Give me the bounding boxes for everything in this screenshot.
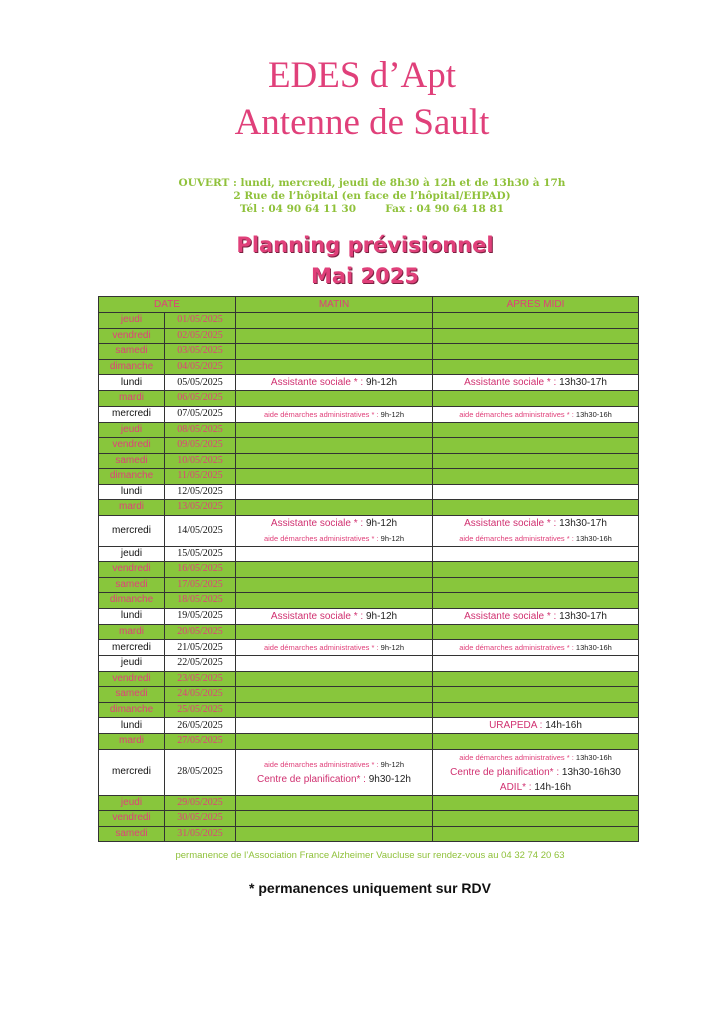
appointment-hours: 13h30-16h (575, 533, 612, 543)
table-row (99, 656, 639, 672)
appointment-line (433, 609, 638, 624)
date-cell: 21/05/2025 (165, 640, 236, 656)
matin-cell (236, 344, 433, 360)
apres-midi-cell (433, 593, 639, 609)
appointment-line (433, 407, 638, 422)
apres-midi-cell (433, 422, 639, 438)
matin-cell (236, 687, 433, 703)
apres-midi-cell (433, 328, 639, 344)
day-cell: vendredi (99, 671, 165, 687)
apres-midi-cell (433, 811, 639, 827)
date-cell: 23/05/2025 (165, 671, 236, 687)
matin-cell (236, 391, 433, 407)
matin-cell (236, 469, 433, 485)
alzheimer-note: permanence de l’Association France Alzheimer Vaucluse sur rendez-vous au 04 32 74 20 63 (175, 850, 565, 861)
day-cell: jeudi (99, 422, 165, 438)
table-row (99, 438, 639, 454)
apres-midi-cell (433, 702, 639, 718)
table-row (99, 359, 639, 375)
day-cell: dimanche (99, 593, 165, 609)
date-cell: 29/05/2025 (165, 795, 236, 811)
day-cell: samedi (99, 687, 165, 703)
matin-cell (236, 406, 433, 422)
header-matin: MATIN (236, 297, 433, 313)
apres-midi-cell (433, 359, 639, 375)
appointment-hours: 14h-16h (545, 720, 582, 731)
apres-midi-cell (433, 453, 639, 469)
matin-cell (236, 577, 433, 593)
date-cell: 31/05/2025 (165, 826, 236, 842)
date-cell: 13/05/2025 (165, 500, 236, 516)
appointment-service: Assistante sociale * : (464, 610, 560, 622)
matin-cell (236, 608, 433, 624)
matin-cell (236, 453, 433, 469)
page-title: EDES d’Apt (267, 55, 457, 96)
apres-midi-cell (433, 656, 639, 672)
day-cell: mardi (99, 734, 165, 750)
date-cell: 25/05/2025 (165, 702, 236, 718)
matin-cell (236, 734, 433, 750)
appointment-hours: 9h-12h (365, 377, 398, 388)
day-cell: mercredi (99, 640, 165, 656)
matin-cell (236, 795, 433, 811)
appointment-line (433, 375, 638, 390)
day-cell: vendredi (99, 811, 165, 827)
appointment-line (236, 516, 432, 531)
table-row (99, 375, 639, 391)
date-cell: 10/05/2025 (165, 453, 236, 469)
contact-phone-fax: Tél : 04 90 64 11 30 Fax : 04 90 64 18 81 (239, 203, 505, 215)
schedule-table (98, 296, 639, 842)
day-cell: dimanche (99, 469, 165, 485)
appointment-service: aide démarches administratives * : (459, 643, 576, 652)
appointment-line (433, 718, 638, 733)
appointment-service: Assistante sociale * : (270, 610, 366, 622)
day-cell: dimanche (99, 359, 165, 375)
header-date: DATE (99, 297, 236, 313)
appointment-hours: 13h30-16h (575, 409, 612, 419)
appointment-hours: 9h-12h (380, 533, 405, 543)
date-cell: 15/05/2025 (165, 546, 236, 562)
apres-midi-cell (433, 438, 639, 454)
table-row (99, 453, 639, 469)
date-cell: 11/05/2025 (165, 469, 236, 485)
day-cell: vendredi (99, 562, 165, 578)
schedule-rows (99, 313, 639, 842)
appointment-service: aide démarches administratives * : (263, 409, 381, 419)
table-row (99, 687, 639, 703)
page-subtitle: Antenne de Sault (234, 102, 490, 143)
day-cell: mercredi (99, 515, 165, 546)
table-row (99, 546, 639, 562)
appointment-service: Assistante sociale * : (464, 517, 560, 529)
appointment-line (433, 531, 638, 546)
table-row (99, 608, 639, 624)
apres-midi-cell (433, 515, 639, 546)
table-row (99, 702, 639, 718)
appointment-line (433, 765, 638, 780)
appointment-hours: 13h30-17h (559, 610, 607, 622)
appointment-hours: 13h30-16h (575, 643, 612, 652)
apres-midi-cell (433, 749, 639, 795)
appointment-line (236, 757, 432, 772)
appointment-line (433, 640, 638, 655)
appointment-hours: 13h30-16h30 (561, 766, 621, 778)
table-row (99, 718, 639, 734)
apres-midi-cell (433, 687, 639, 703)
appointment-hours: 14h-16h (534, 781, 572, 793)
appointment-line (236, 407, 432, 422)
planning-month: Mai 2025 (310, 264, 420, 288)
apres-midi-cell (433, 624, 639, 640)
appointment-service: Assistante sociale * : (464, 377, 560, 388)
matin-cell (236, 702, 433, 718)
apres-midi-cell (433, 608, 639, 624)
day-cell: dimanche (99, 702, 165, 718)
appointment-line (236, 772, 432, 787)
date-cell: 02/05/2025 (165, 328, 236, 344)
table-row (99, 484, 639, 500)
table-row (99, 344, 639, 360)
matin-cell (236, 624, 433, 640)
matin-cell (236, 375, 433, 391)
apres-midi-cell (433, 344, 639, 360)
appointment-service: ADIL* : (499, 781, 535, 793)
matin-cell (236, 328, 433, 344)
appointment-line (433, 780, 638, 795)
opening-hours: OUVERT : lundi, mercredi, jeudi de 8h30 à 12h et de 13h30 à 17h (178, 177, 566, 189)
planning-title: Planning prévisionnel (236, 233, 494, 257)
appointment-line (236, 640, 432, 655)
apres-midi-cell (433, 391, 639, 407)
table-row (99, 826, 639, 842)
appointment-hours: 9h-12h (365, 610, 398, 622)
table-row (99, 749, 639, 795)
matin-cell (236, 422, 433, 438)
appointment-line (433, 750, 638, 765)
day-cell: mardi (99, 500, 165, 516)
date-cell: 03/05/2025 (165, 344, 236, 360)
table-row (99, 328, 639, 344)
table-row (99, 562, 639, 578)
table-row (99, 640, 639, 656)
date-cell: 16/05/2025 (165, 562, 236, 578)
date-cell: 09/05/2025 (165, 438, 236, 454)
date-cell: 26/05/2025 (165, 718, 236, 734)
date-cell: 27/05/2025 (165, 734, 236, 750)
appointment-line (433, 516, 638, 531)
matin-cell (236, 562, 433, 578)
table-row (99, 422, 639, 438)
appointment-service: aide démarches administratives * : (263, 533, 381, 543)
day-cell: jeudi (99, 546, 165, 562)
day-cell: mardi (99, 624, 165, 640)
header-apres-midi: APRES MIDI (433, 297, 639, 313)
date-cell: 22/05/2025 (165, 656, 236, 672)
table-row (99, 313, 639, 329)
table-row (99, 500, 639, 516)
table-row (99, 624, 639, 640)
day-cell: samedi (99, 344, 165, 360)
day-cell: lundi (99, 484, 165, 500)
appointment-hours: 13h30-17h (559, 517, 607, 529)
matin-cell (236, 749, 433, 795)
day-cell: samedi (99, 826, 165, 842)
table-row (99, 671, 639, 687)
matin-cell (236, 359, 433, 375)
apres-midi-cell (433, 577, 639, 593)
appointment-hours: 9h-12h (365, 517, 398, 529)
apres-midi-cell (433, 469, 639, 485)
matin-cell (236, 438, 433, 454)
date-cell: 04/05/2025 (165, 359, 236, 375)
appointment-service: Assistante sociale * : (270, 517, 366, 529)
appointment-hours: 9h-12h (380, 760, 405, 769)
table-row (99, 811, 639, 827)
apres-midi-cell (433, 313, 639, 329)
date-cell: 08/05/2025 (165, 422, 236, 438)
appointment-hours: 13h30-16h (575, 752, 612, 762)
day-cell: jeudi (99, 313, 165, 329)
matin-cell (236, 484, 433, 500)
date-cell: 07/05/2025 (165, 406, 236, 422)
table-row (99, 593, 639, 609)
address: 2 Rue de l’hôpital (en face de l’hôpital/EHPAD) (233, 190, 511, 202)
day-cell: samedi (99, 453, 165, 469)
appointment-service: aide démarches administratives * : (459, 533, 576, 543)
date-cell: 06/05/2025 (165, 391, 236, 407)
day-cell: samedi (99, 577, 165, 593)
appointment-hours: 9h-12h (380, 409, 405, 419)
date-cell: 14/05/2025 (165, 515, 236, 546)
appointment-service: aide démarches administratives * : (459, 752, 576, 762)
matin-cell (236, 640, 433, 656)
table-row (99, 795, 639, 811)
matin-cell (236, 546, 433, 562)
appointment-hours: 9h-12h (380, 643, 405, 652)
table-row (99, 577, 639, 593)
matin-cell (236, 811, 433, 827)
table-row (99, 515, 639, 546)
matin-cell (236, 500, 433, 516)
apres-midi-cell (433, 734, 639, 750)
matin-cell (236, 826, 433, 842)
appointment-hours: 13h30-17h (559, 377, 607, 388)
appointment-service: aide démarches administratives * : (263, 643, 381, 652)
rdv-note: * permanences uniquement sur RDV (249, 880, 491, 896)
appointment-service: aide démarches administratives * : (263, 760, 381, 769)
date-cell: 19/05/2025 (165, 608, 236, 624)
date-cell: 12/05/2025 (165, 484, 236, 500)
appointment-service: Assistante sociale * : (270, 377, 366, 388)
date-cell: 18/05/2025 (165, 593, 236, 609)
date-cell: 20/05/2025 (165, 624, 236, 640)
table-row (99, 391, 639, 407)
date-cell: 24/05/2025 (165, 687, 236, 703)
table-row (99, 469, 639, 485)
matin-cell (236, 671, 433, 687)
apres-midi-cell (433, 640, 639, 656)
appointment-service: aide démarches administratives * : (459, 409, 576, 419)
apres-midi-cell (433, 500, 639, 516)
date-cell: 28/05/2025 (165, 749, 236, 795)
day-cell: lundi (99, 608, 165, 624)
matin-cell (236, 515, 433, 546)
table-row (99, 734, 639, 750)
matin-cell (236, 313, 433, 329)
day-cell: jeudi (99, 795, 165, 811)
appointment-line (236, 609, 432, 624)
appointment-line (236, 375, 432, 390)
day-cell: jeudi (99, 656, 165, 672)
matin-cell (236, 718, 433, 734)
day-cell: mercredi (99, 406, 165, 422)
day-cell: lundi (99, 718, 165, 734)
day-cell: vendredi (99, 328, 165, 344)
day-cell: mardi (99, 391, 165, 407)
apres-midi-cell (433, 406, 639, 422)
apres-midi-cell (433, 484, 639, 500)
apres-midi-cell (433, 562, 639, 578)
appointment-hours: 9h30-12h (368, 774, 411, 785)
date-cell: 30/05/2025 (165, 811, 236, 827)
day-cell: mercredi (99, 749, 165, 795)
apres-midi-cell (433, 795, 639, 811)
apres-midi-cell (433, 671, 639, 687)
apres-midi-cell (433, 546, 639, 562)
day-cell: vendredi (99, 438, 165, 454)
day-cell: lundi (99, 375, 165, 391)
date-cell: 05/05/2025 (165, 375, 236, 391)
table-header-row (99, 297, 639, 313)
table-row (99, 406, 639, 422)
apres-midi-cell (433, 826, 639, 842)
matin-cell (236, 656, 433, 672)
date-cell: 01/05/2025 (165, 313, 236, 329)
date-cell: 17/05/2025 (165, 577, 236, 593)
appointment-service: Centre de planification* : (450, 766, 562, 778)
apres-midi-cell (433, 375, 639, 391)
appointment-line (236, 531, 432, 546)
matin-cell (236, 593, 433, 609)
apres-midi-cell (433, 718, 639, 734)
appointment-service: Centre de planification* : (257, 774, 369, 785)
appointment-service: URAPEDA : (489, 720, 546, 731)
